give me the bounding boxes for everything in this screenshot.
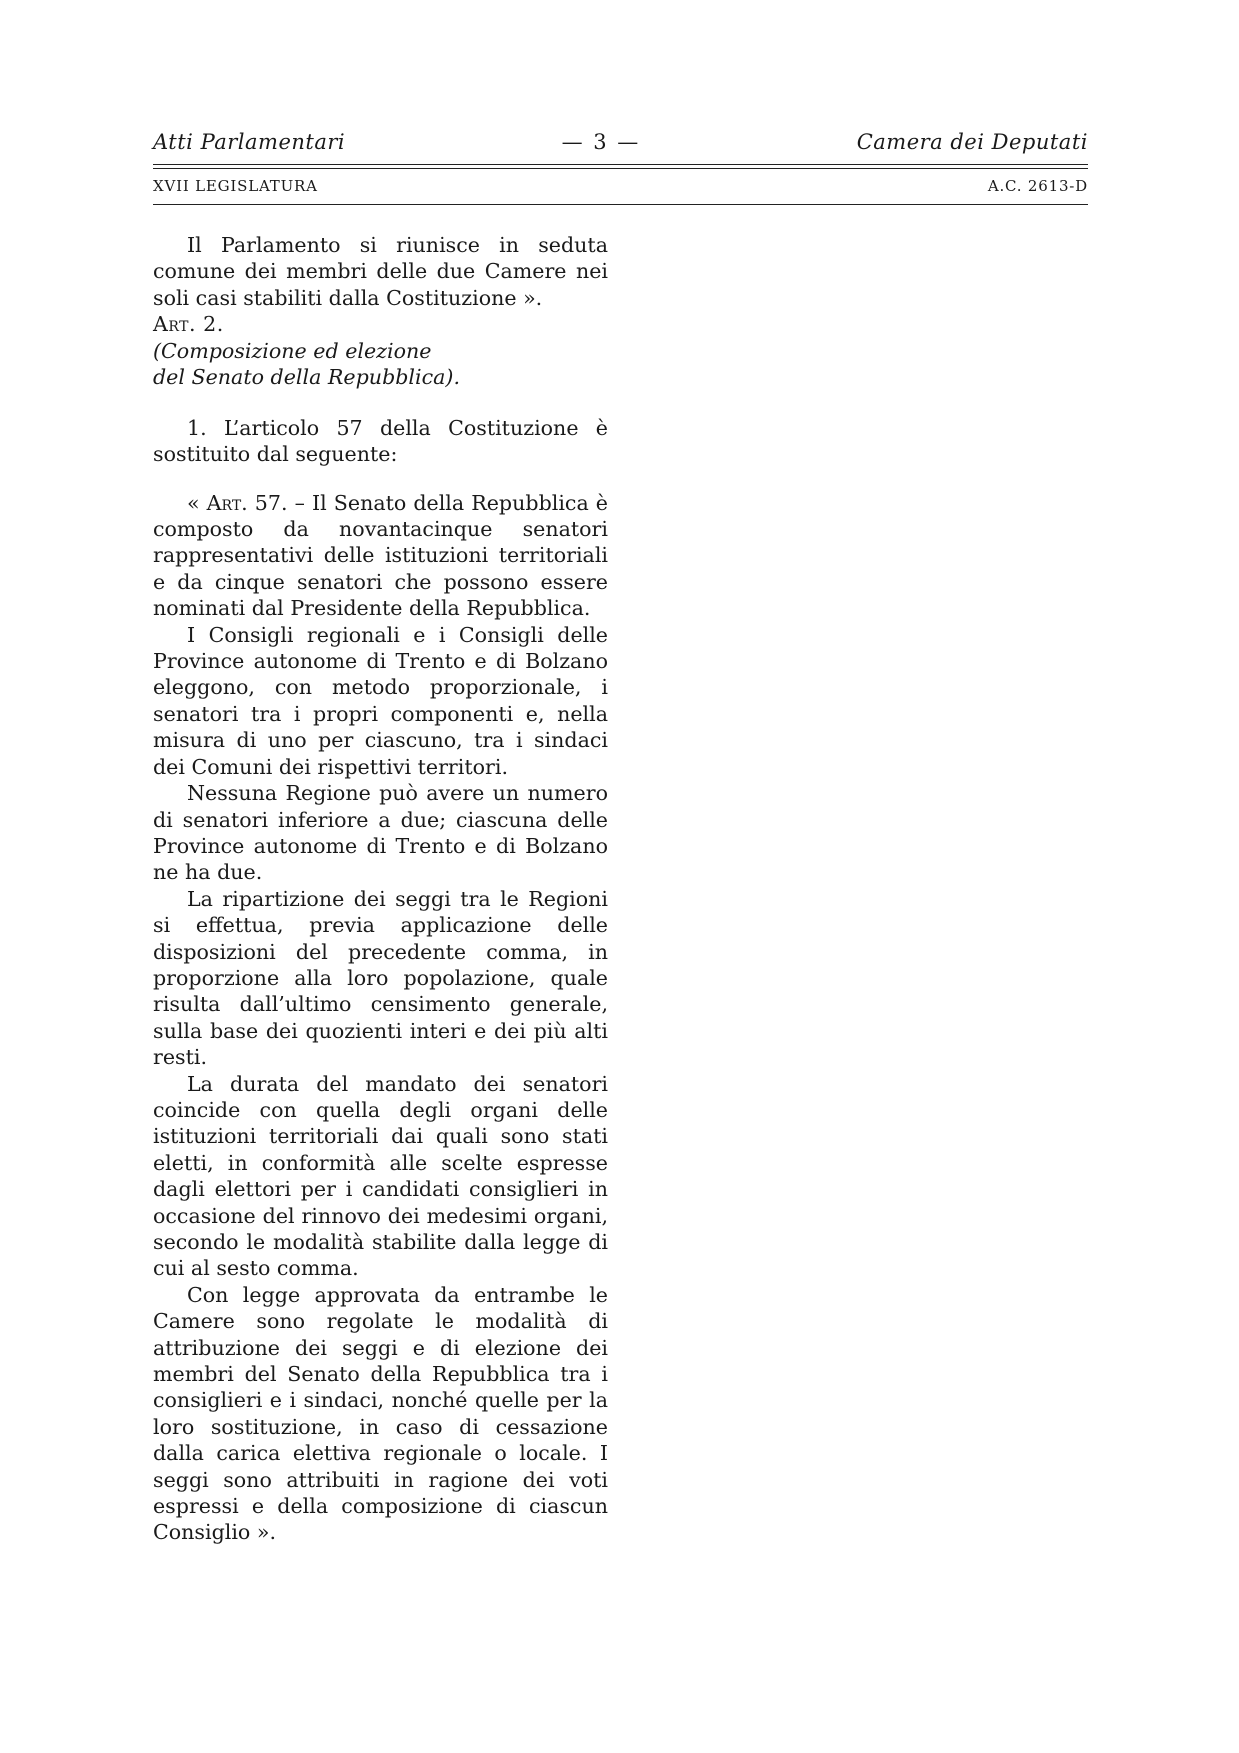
article-57-paragraph-3: Nessuna Regione può avere un numero di senatori inferiore a due; ciascuna delle Province autonome di Trento e di Bolzano ne ha due. [153, 781, 608, 885]
header-right: Camera dei Deputati [856, 130, 1088, 154]
intro-paragraph: Il Parlamento si riunisce in seduta comune dei membri delle due Camere nei soli casi stabiliti dalla Costituzione ». [153, 233, 608, 310]
header-double-rule [153, 164, 1088, 169]
page-number: — 3 — [561, 130, 641, 154]
article-subtitle-line-2: del Senato della Repubblica). [153, 365, 460, 390]
sub-header [153, 177, 1088, 199]
act-number: A.C. 2613-D [987, 177, 1088, 195]
article-57-paragraph-5: La durata del mandato dei senatori coincide con quella degli organi delle istituzioni territoriali dai quali sono stati eletti, in conformità alle scelte espresse dagli elettori per i candidati consiglieri in occasione del rinnovo dei medesimi organi, secondo le modalità stabilite dalla legge di cui al sesto comma. [153, 1071, 608, 1281]
article-title: Art. 2. [153, 312, 224, 337]
article-57-label: « Art. 57. [187, 490, 288, 515]
article-57-paragraph-6: Con legge approvata da entrambe le Camere sono regolate le modalità di attribuzione dei seggi e di elezione dei membri del Senato della Repubblica tra i consiglieri e i sindaci, nonché quelle per la loro sostituzione, in caso di cessazione dalla carica elettiva regionale o locale. I seggi sono attribuiti in ragione dei voti espressi e della composizione di ciascun Consiglio ». [153, 1282, 608, 1545]
article-57-paragraph-1 [153, 490, 608, 622]
article-subtitle [153, 338, 608, 391]
header-rule [153, 204, 1088, 205]
article-subtitle-line-1: (Composizione ed elezione [153, 338, 432, 363]
running-header [153, 130, 1088, 160]
legislature: XVII LEGISLATURA [153, 177, 318, 195]
article-57-paragraph-2: I Consigli regionali e i Consigli delle Province autonome di Trento e di Bolzano eleggono, con metodo proporzionale, i senatori tra i propri componenti e, nella misura di uno per ciascuno, tra i sindaci dei Comuni dei rispettivi territori. [153, 622, 608, 779]
text-column [153, 232, 608, 1546]
comma-1: 1. L’articolo 57 della Costituzione è sostituito dal seguente: [153, 415, 608, 467]
header-left: Atti Parlamentari [153, 130, 346, 154]
article-57-text: – Il Senato della Repubblica è composto da novantacinque senatori rappresentativi delle istituzioni territoriali e da cinque senatori che possono essere nominati dal Presidente della Repubblica. [153, 490, 608, 621]
article-57-paragraph-4: La ripartizione dei seggi tra le Regioni si effettua, previa applicazione delle disposizioni del precedente comma, in proporzione alla loro popolazione, quale risulta dall’ultimo censimento generale, sulla base dei quozienti interi e dei più alti resti. [153, 886, 608, 1070]
